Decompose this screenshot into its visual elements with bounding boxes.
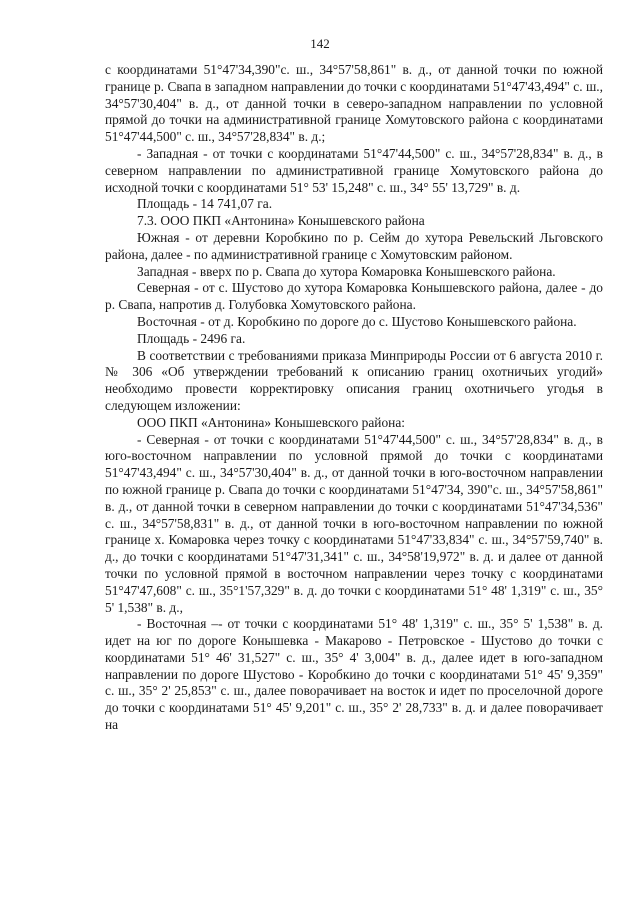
section-heading-7-3: 7.3. ООО ПКП «Антонина» Конышевского района bbox=[137, 213, 425, 229]
paragraph-order-reference: В соответствии с требованиями приказа Минприроды России от 6 августа 2010 г. № 306 «Об утверждении требований к описанию границ охотничьих угодий» необходимо провести корректировку описания границ охотничьего угодья в следующем изложении: bbox=[105, 347, 603, 413]
paragraph-western-boundary-2: Западная - вверх по р. Свапа до хутора Комаровка Конышевского района. bbox=[137, 263, 556, 279]
paragraph-eastern-boundary: Восточная - от д. Коробкино по дороге до с. Шустово Конышевского района. bbox=[137, 313, 577, 329]
document-body bbox=[105, 62, 603, 734]
paragraph-continuation: с координатами 51°47'34,390"с. ш., 34°57'58,861" в. д., от данной точки по южной границе р. Свапа в западном направлении до точки с координатами 51°47'43,494" с. ш., 34°57'30,404" в. д., от данной точки в северо-западном направлении по условной прямой до точки на административной границе Хомутовского района с координатами 51°47'44,500" с. ш., 34°57'28,834" в. д.; bbox=[105, 62, 603, 145]
paragraph-eastern-description: - Восточная –- от точки с координатами 51° 48' 1,319" с. ш., 35° 5' 1,538" в. д. идет на юг по дороге Конышевка - Макарово - Петровское - Шустово до точки с координатами 51° 46' 31,527" с. ш., 35° 4' 3,004" в. д., далее идет в юго-западном направлении по дороге Шустово - Коробкино до точки с координатами 51° 45' 9,359" с. ш., 35° 2' 25,853" с. ш., далее поворачивает на восток и идет по проселочной дороге до точки с координатами 51° 45' 9,201" с. ш., 35° 2' 28,733" в. д. и далее поворачивает на bbox=[105, 616, 603, 733]
paragraph-organization-heading: ООО ПКП «Антонина» Конышевского района: bbox=[137, 414, 405, 430]
page-number: 142 bbox=[310, 36, 330, 51]
paragraph-northern-boundary: Северная - от с. Шустово до хутора Комаровка Конышевского района, далее - до р. Свапа, напротив д. Голубовка Хомутовского района. bbox=[105, 280, 603, 313]
paragraph-southern-boundary: Южная - от деревни Коробкино по р. Сейм до хутора Ревельский Льговского района, далее - по административной границе с Хомутовским районом. bbox=[105, 229, 603, 262]
paragraph-western-boundary: - Западная - от точки с координатами 51°47'44,500" с. ш., 34°57'28,834" в. д., в северном направлении по административной границе Хомутовского района до исходной точки с координатами 51° 53' 15,248" с. ш., 34° 55' 13,729" в. д. bbox=[105, 145, 603, 195]
paragraph-area-1: Площадь - 14 741,07 га. bbox=[137, 196, 273, 212]
paragraph-northern-description: - Северная - от точки с координатами 51°47'44,500" с. ш., 34°57'28,834" в. д., в юго-восточном направлении по условной прямой до точки с координатами 51°47'43,494" с. ш., 34°57'30,404" в. д., от данной точки в юго-восточном направлении по южной границе р. Свапа до точки с координатами 51°47'34, 390"с. ш., 34°57'58,861" в. д., от данной точки в северном направлении до точки с координатами 51°47'34,536" с. ш., 34°57'58,831" в. д., от данной точки в юго-восточном направлении по южной границе х. Комаровка через точку с координатами 51°47'33,834" с. ш., 34°57'59,740" в. д., до точки с координатами 51°47'31,341" с. ш., 34°58'19,972" в. д. и далее от данной точки по условной прямой в восточном направлении через точку с координатами 51°47'47,608" с. ш., 35°1'57,329" в. д. до точки с координатами 51° 48' 1,319" с. ш., 35° 5' 1,538" в. д., bbox=[105, 431, 603, 615]
paragraph-area-2: Площадь - 2496 га. bbox=[137, 330, 246, 346]
